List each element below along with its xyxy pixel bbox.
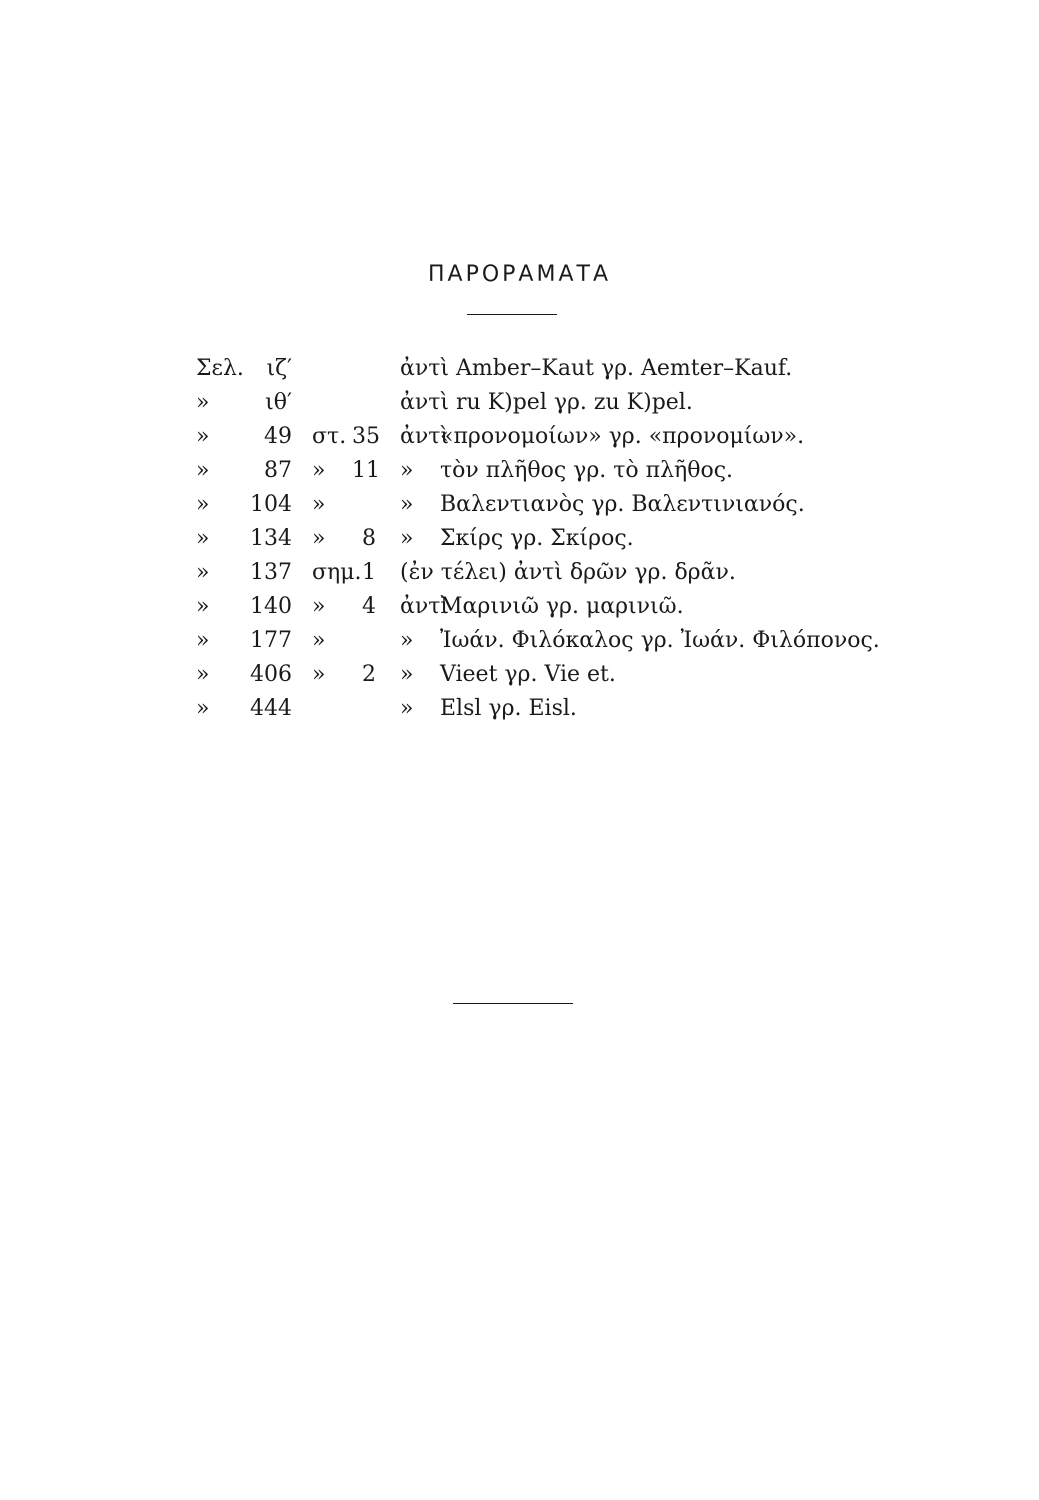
correction-text: «προνομοίων» γρ. «προνομίων».	[440, 424, 805, 449]
page-marker: »	[196, 390, 210, 415]
page-number: 104	[250, 492, 292, 517]
line-number: 35	[352, 424, 380, 449]
instead-marker: »	[400, 662, 414, 687]
closing-rule	[453, 1003, 573, 1004]
instead-marker: ἀντὶ	[400, 424, 450, 449]
page-number: 87	[264, 458, 292, 483]
instead-marker: »	[400, 526, 414, 551]
line-number: 8	[362, 526, 376, 551]
correction-text: Σκίρς γρ. Σκίρος.	[440, 526, 634, 551]
errata-row	[0, 420, 1039, 454]
errata-row	[0, 624, 1039, 658]
line-marker: »	[312, 458, 326, 483]
page-number: ιθ′	[265, 390, 292, 415]
correction-text: Μαρινιῶ γρ. μαρινιῶ.	[440, 594, 684, 619]
page-number: 49	[264, 424, 292, 449]
line-marker: »	[312, 594, 326, 619]
correction-text: Elsl γρ. Eisl.	[440, 696, 577, 721]
line-marker: στ.	[312, 424, 347, 449]
page-number: ιζ′	[266, 356, 292, 381]
line-marker: »	[312, 628, 326, 653]
page-number: 134	[250, 526, 292, 551]
instead-marker: ἀντὶ	[400, 594, 450, 619]
errata-row	[0, 352, 1039, 386]
page-number: 444	[250, 696, 292, 721]
page-number: 177	[250, 628, 292, 653]
errata-row	[0, 556, 1039, 590]
page-title: ΠΑΡΟΡΑΜΑΤΑ	[427, 262, 611, 287]
page-number: 140	[250, 594, 292, 619]
page-marker: »	[196, 628, 210, 653]
page-number: 406	[250, 662, 292, 687]
errata-row	[0, 454, 1039, 488]
correction-text: Ἰωάν. Φιλόκαλος γρ. Ἰωάν. Φιλόπονος.	[440, 628, 880, 653]
instead-marker: »	[400, 628, 414, 653]
correction-text: τὸν πλῆθος γρ. τὸ πλῆθος.	[440, 458, 734, 483]
errata-list	[0, 352, 1039, 732]
line-marker: σημ.	[312, 560, 362, 585]
page-marker: Σελ.	[196, 356, 244, 381]
line-number: 1	[362, 560, 376, 585]
page-marker: »	[196, 594, 210, 619]
errata-row	[0, 590, 1039, 624]
page-marker: »	[196, 424, 210, 449]
correction-full: ἀντὶ Amber–Kaut γρ. Aemter–Kauf.	[400, 356, 793, 381]
correction-text: Vieet γρ. Vie et.	[440, 662, 616, 687]
page-marker: »	[196, 526, 210, 551]
page-marker: »	[196, 458, 210, 483]
errata-row	[0, 386, 1039, 420]
instead-marker: »	[400, 696, 414, 721]
instead-marker: »	[400, 492, 414, 517]
instead-marker: »	[400, 458, 414, 483]
correction-full: (ἐν τέλει) ἀντὶ δρῶν γρ. δρᾶν.	[400, 560, 736, 585]
errata-row	[0, 488, 1039, 522]
page-marker: »	[196, 492, 210, 517]
line-marker: »	[312, 526, 326, 551]
errata-row	[0, 522, 1039, 556]
line-number: 2	[362, 662, 376, 687]
line-marker: »	[312, 662, 326, 687]
errata-row	[0, 692, 1039, 726]
correction-full: ἀντὶ ru K)pel γρ. zu K)pel.	[400, 390, 693, 415]
correction-text: Βαλεντιανὸς γρ. Βαλεντινιανός.	[440, 492, 805, 517]
page-marker: »	[196, 560, 210, 585]
page-marker: »	[196, 662, 210, 687]
title-rule	[467, 314, 557, 315]
page-number: 137	[250, 560, 292, 585]
errata-row	[0, 658, 1039, 692]
page-marker: »	[196, 696, 210, 721]
line-number: 11	[352, 458, 380, 483]
line-number: 4	[362, 594, 376, 619]
line-marker: »	[312, 492, 326, 517]
